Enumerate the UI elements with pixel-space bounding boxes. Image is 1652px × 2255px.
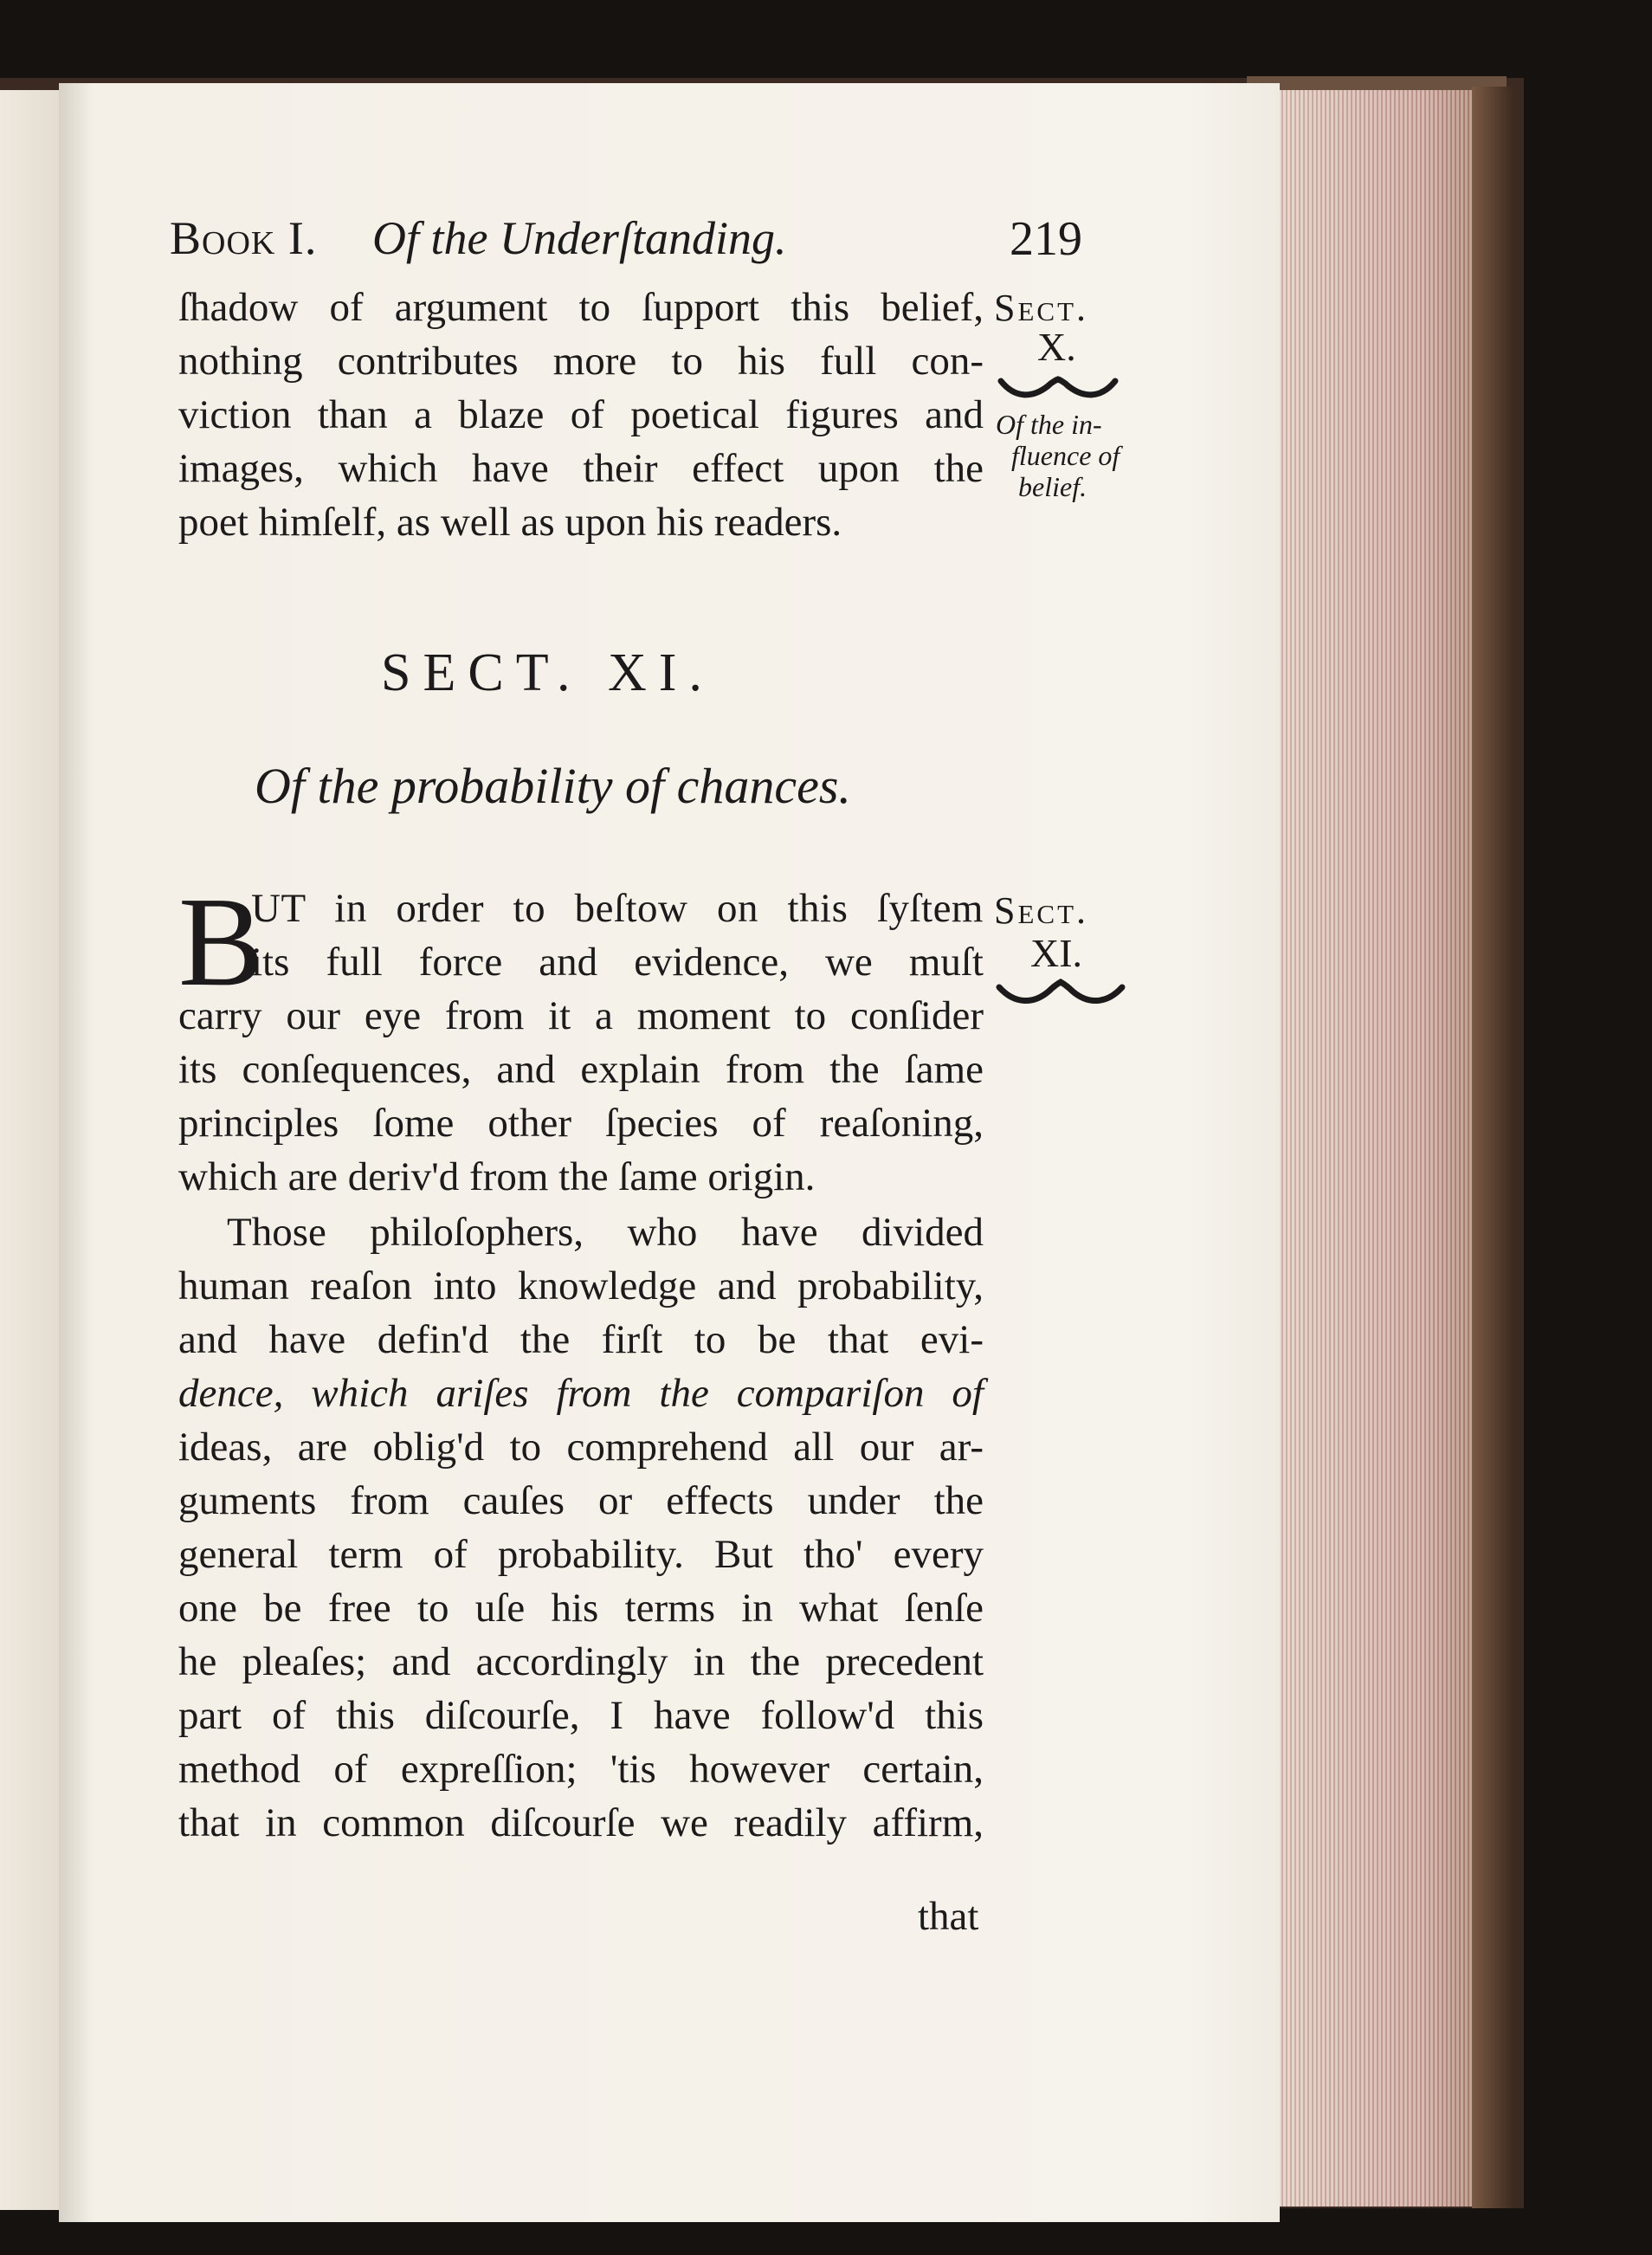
page-number: 219 [1010,212,1082,266]
drop-cap: B [178,871,264,1013]
body-line: nothing contributes more to his full con- [178,339,984,384]
margin-sect-number: XI. [1030,931,1083,975]
body-line: principles ſome other ſpecies of reaſoning, [178,1101,984,1146]
margin-note-line: belief. [1018,471,1087,502]
margin-sect-number: X. [1037,325,1076,369]
ornament-brace-icon [997,372,1119,404]
body-line: he pleaſes; and accordingly in the precedent [178,1639,984,1684]
running-head-book: Book I. [170,212,318,264]
margin-sect-label: Sect. [994,889,1089,932]
body-line: human reaſon into knowledge and probability, [178,1263,984,1308]
ornament-brace-icon [996,977,1126,1008]
margin-note-line: Of the in- [996,409,1102,440]
body-line: images, which have their effect upon the [178,446,984,491]
body-line: ſhadow of argument to ſupport this belief, [178,285,984,330]
book-cover-edge [1472,87,1515,2208]
body-line: and have defin'd the firſt to be that evi- [178,1317,984,1362]
body-line: ideas, are oblig'd to comprehend all our ar- [178,1425,984,1470]
body-line: guments from cauſes or effects under the [178,1478,984,1523]
body-line: viction than a blaze of poetical figures and [178,392,984,437]
running-head-title: Of the Underſtanding. [372,212,787,264]
body-line: its full force and evidence, we muſt [251,940,984,985]
body-line: carry our eye from it a moment to conſider [178,993,984,1038]
body-line: that in common diſcourſe we readily affirm, [178,1800,984,1845]
body-line: dence, which ariſes from the compariſon of [178,1371,984,1416]
body-line: its conſequences, and explain from the ſame [178,1047,984,1092]
body-line: general term of probability. But tho' every [178,1532,984,1577]
body-line: method of expreſſion; 'tis however certain, [178,1747,984,1792]
section-heading: SECT. XI. [381,643,714,702]
body-line: part of this diſcourſe, I have follow'd this [178,1693,984,1738]
body-line: one be free to uſe his terms in what ſenſe [178,1586,984,1631]
body-line: poet himſelf, as well as upon his readers. [178,500,842,545]
margin-sect-label: Sect. [994,287,1089,329]
page-block-edges [1264,90,1489,2207]
body-line: which are deriv'd from the ſame origin. [178,1154,816,1199]
facing-page-edge [0,90,64,2210]
section-subheading: Of the probability of chances. [255,758,851,814]
body-line: Those philoſophers, who have divided [227,1210,984,1255]
catchword: that [918,1894,979,1939]
body-line: UT in order to beſtow on this ſyſtem [251,886,984,931]
margin-note-line: fluence of [1011,440,1120,471]
